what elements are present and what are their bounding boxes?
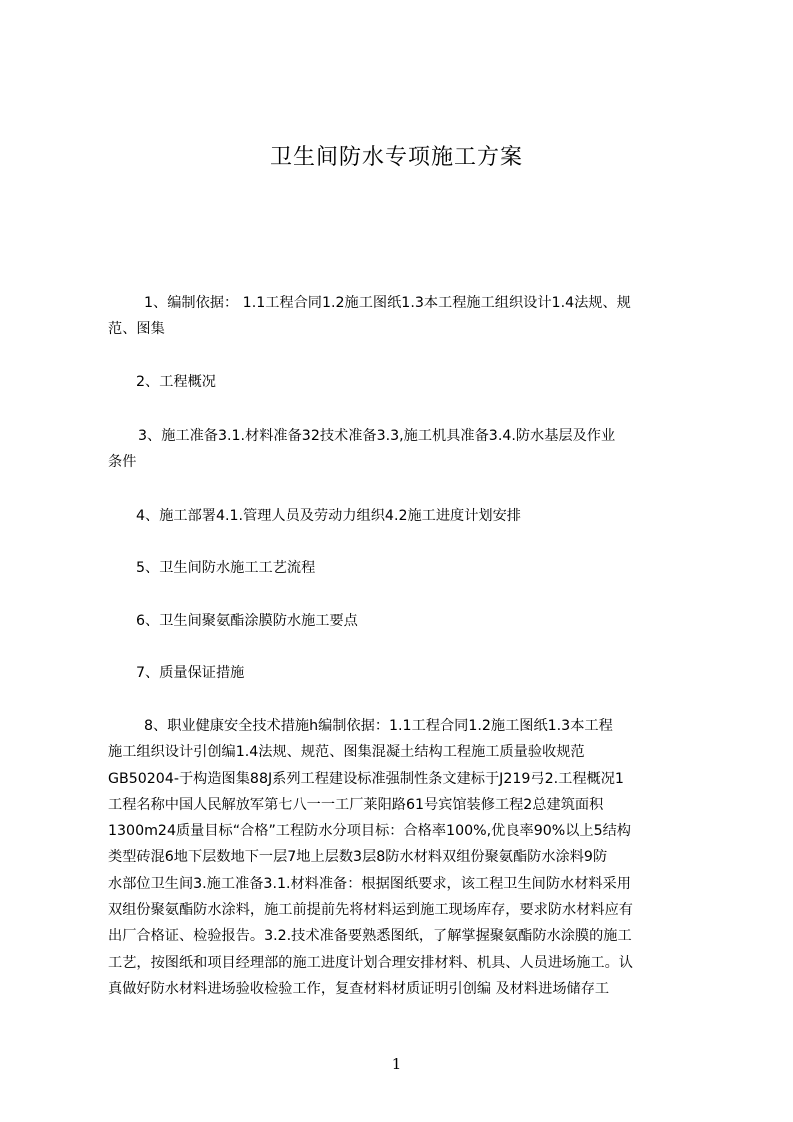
- toc-item-1: [108, 290, 700, 342]
- toc-item-3-line-1: 3、施工准备3.1.材料准备32技术准备3.3,施工机具准备3.4.防水基层及作业: [138, 428, 616, 444]
- body-line-10: 工艺，按图纸和项目经理部的施工进度计划合理安排材料、机具、人员进场施工。认: [108, 954, 633, 971]
- toc-item-5-line-1: 5、卫生间防水施工工艺流程: [136, 560, 316, 576]
- body-line-9: 出厂合格证、检验报告。3.2.技术准备要熟悉图纸，了解掌握聚氨酯防水涂膜的施工: [108, 928, 632, 945]
- body-line-1: 8、职业健康安全技术措施h编制依据：1.1工程合同1.2施工图纸1.3本工程: [144, 718, 613, 734]
- body-line-7: 水部位卫生间3.施工准备3.1.材料准备：根据图纸要求，该工程卫生间防水材料采用: [108, 875, 631, 892]
- toc-item-2: [108, 369, 700, 395]
- toc-item-4: [108, 503, 700, 529]
- toc-item-1-line-2: 范、图集: [108, 321, 165, 337]
- toc-item-4-line-1: 4、施工部署4.1.管理人员及劳动力组织4.2施工进度计划安排: [136, 508, 521, 524]
- page-number: 1: [391, 1055, 402, 1073]
- document-title: 卫生间防水专项施工方案: [269, 145, 523, 170]
- toc-item-3-line-2: 条件: [108, 454, 137, 470]
- toc-item-2-line-1: 2、工程概况: [136, 374, 216, 390]
- toc-item-1-line-1: 1、编制依据： 1.1工程合同1.2施工图纸1.3本工程施工组织设计1.4法规、规: [144, 295, 631, 311]
- body-line-6: 类型砖混6地下层数地下一层7地上层数3层8防水材料双组份聚氨酯防水涂料9防: [108, 849, 608, 866]
- body-line-11: 真做好防水材料进场验收检验工作，复查材料材质证明引创编 及材料进场储存工: [108, 980, 610, 997]
- body-line-5: 1300m24质量目标“合格”工程防水分项目标：合格率100%,优良率90%以上5结构: [108, 823, 631, 840]
- body-line-3: GB50204-于构造图集88J系列工程建设标准强制性条文建标于J219弓2.工程概况1: [108, 770, 624, 787]
- body-line-4: 工程名称中国人民解放军第七八一一工厂莱阳路61号宾馆装修工程2总建筑面积: [108, 796, 604, 813]
- toc-item-3: [108, 423, 700, 475]
- toc-item-6: [108, 608, 700, 634]
- body-line-8: 双组份聚氨酯防水涂料，施工前提前先将材料运到施工现场库存，要求防水材料应有: [108, 902, 633, 919]
- toc-item-5: [108, 555, 700, 581]
- toc-item-6-line-1: 6、卫生间聚氨酯涂膜防水施工要点: [136, 613, 358, 629]
- toc-item-7-line-1: 7、质量保证措施: [136, 665, 245, 681]
- body-paragraph: [108, 713, 700, 1002]
- toc-item-7: [108, 660, 700, 686]
- body-line-2: 施工组织设计引创编1.4法规、规范、图集混凝土结构工程施工质量验收规范: [108, 744, 585, 761]
